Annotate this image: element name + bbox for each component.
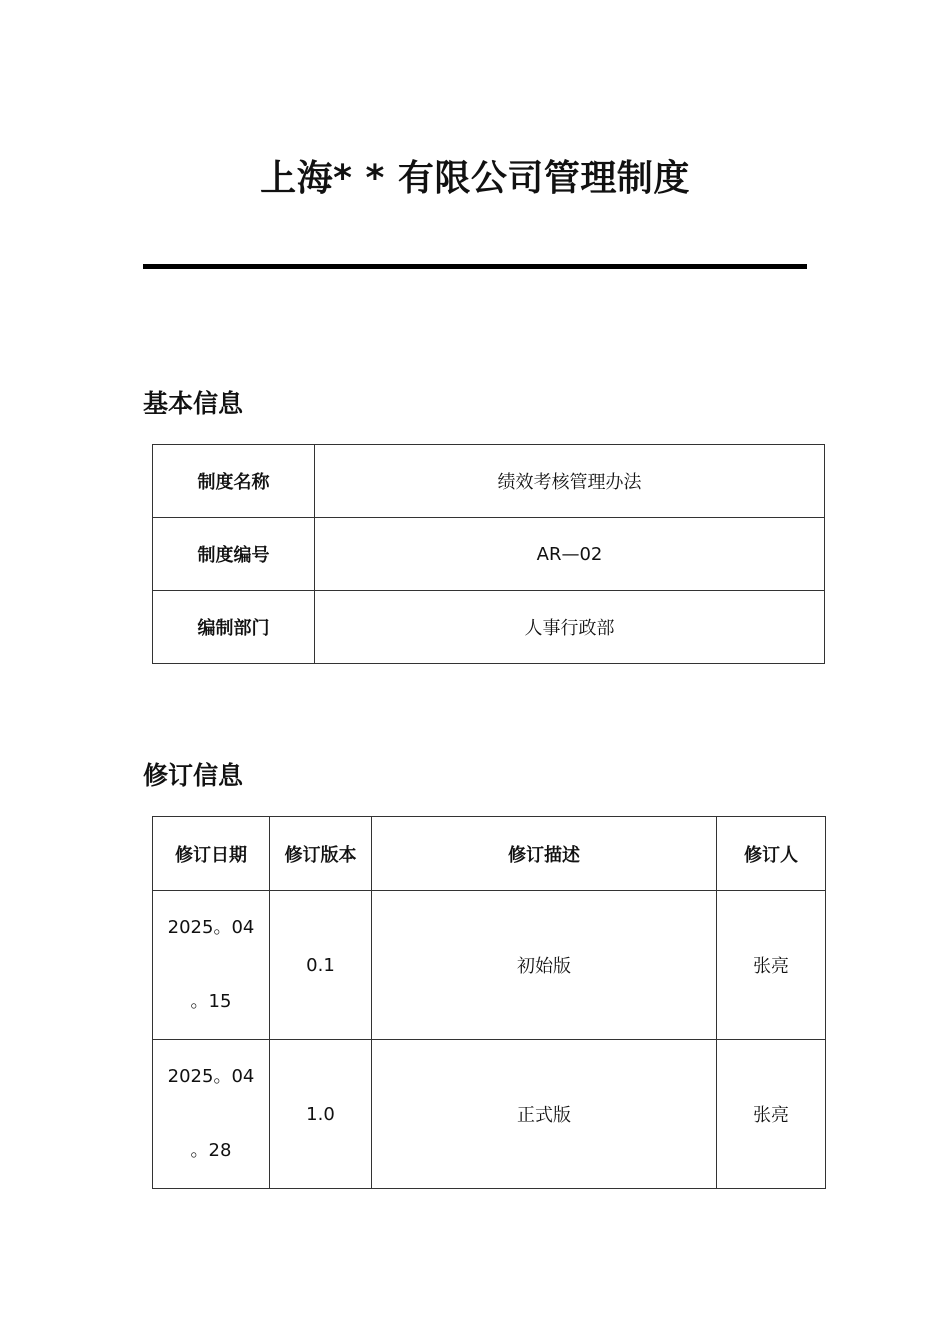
basic-info-value: 绩效考核管理办法 [315, 445, 825, 518]
column-header-description: 修订描述 [372, 817, 717, 891]
basic-info-value: AR—02 [315, 518, 825, 591]
table-row [153, 591, 825, 664]
basic-info-label: 制度编号 [153, 518, 315, 591]
column-header-version: 修订版本 [270, 817, 372, 891]
table-row [153, 445, 825, 518]
basic-info-table [152, 444, 825, 664]
document-title: 上海* * 有限公司管理制度 [260, 158, 690, 199]
revision-reviser-cell: 张亮 [717, 1040, 826, 1189]
basic-info-label: 编制部门 [153, 591, 315, 664]
table-row [153, 518, 825, 591]
revision-date-line1: 2025。04 [167, 1066, 255, 1087]
revision-date-line2: 。15 [190, 991, 232, 1012]
revision-version-cell: 0.1 [270, 891, 372, 1040]
table-row [153, 1040, 826, 1189]
table-row [153, 891, 826, 1040]
revision-info-table [152, 816, 826, 1189]
revision-description-cell: 正式版 [372, 1040, 717, 1189]
column-header-reviser: 修订人 [717, 817, 826, 891]
revision-date-cell [153, 891, 270, 1040]
revision-description-cell: 初始版 [372, 891, 717, 1040]
revision-date-cell [153, 1040, 270, 1189]
basic-info-heading: 基本信息 [143, 389, 244, 418]
revision-date-line1: 2025。04 [167, 917, 255, 938]
revision-info-heading: 修订信息 [143, 761, 244, 790]
table-header-row [153, 817, 826, 891]
title-divider [143, 264, 807, 269]
revision-version-cell: 1.0 [270, 1040, 372, 1189]
basic-info-value: 人事行政部 [315, 591, 825, 664]
basic-info-label: 制度名称 [153, 445, 315, 518]
column-header-date: 修订日期 [153, 817, 270, 891]
revision-reviser-cell: 张亮 [717, 891, 826, 1040]
revision-date-line2: 。28 [190, 1140, 232, 1161]
